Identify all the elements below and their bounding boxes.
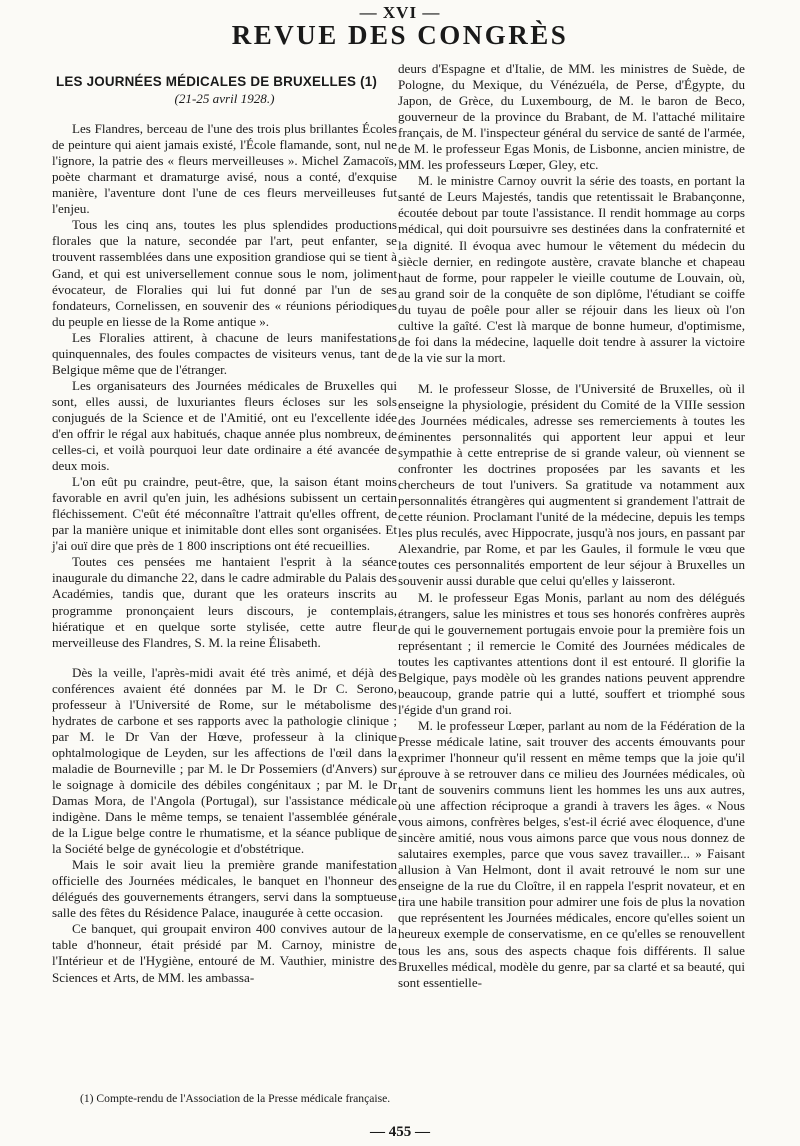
journal-masthead: REVUE DES CONGRÈS (231, 20, 569, 50)
paragraph: deurs d'Espagne et d'Italie, de MM. les ministres de Suède, de Pologne, du Mexique, du Vénézuéla, de Perse, d'Égypte, du Japon, de Grèce, du Luxembourg, de M. le baron de Beco, gouverneur de la province du Brabant, de M. l'attaché militaire français, de M. l'inspecteur général du service de santé de l'armée, de M. le professeur Egas Monis, de Lisbonne, ancien ministre, de MM. les professeurs Lœper, Gley, etc. (398, 61, 745, 173)
paragraph: Ce banquet, qui groupait environ 400 convives autour de la table d'honneur, était présidé par M. Carnoy, ministre de l'Intérieur et de l'Hygiène, entouré de M. Vauthier, ministre des Sciences et Arts, de MM. les ambassa- (52, 921, 397, 985)
paragraph: Les Flandres, berceau de l'une des trois plus brillantes Écoles de peinture qui aient jamais existé, l'École flamande, sont, nul ne l'ignore, la patrie des « fleurs merveilleuses ». Michel Zamacoïs, poète charmant et dramaturge avisé, nous a conté, d'exquise manière, l'aventure dont l'une de ces fleurs merveilleuses fut l'enjeu. (52, 121, 397, 217)
roman-page-number: — XVI — (359, 3, 441, 22)
footnote: (1) Compte-rendu de l'Association de la Presse médicale française. (80, 1092, 391, 1105)
paragraph: Toutes ces pensées me hantaient l'esprit à la séance inaugurale du dimanche 22, dans le cadre admirable du Palais des Académies, tandis que, durant que les orateurs inscrits au programme prononçaient leurs discours, je contemplais, hiératique et en quelque sorte stylisée, cette autre fleur merveilleuse des Flandres, S. M. la reine Élisabeth. (52, 554, 397, 650)
article-title: LES JOURNÉES MÉDICALES DE BRUXELLES (1) (56, 74, 378, 89)
paragraph: M. le professeur Slosse, de l'Université de Bruxelles, où il enseigne la physiologie, président du Comité de la VIIIe session des Journées médicales, adresse ses remerciements à toutes les éminentes personnalités qui apportent leur appui et leur sympathie à cette entreprise de si grande valeur, où viennent se confronter les doctrines proposées par les savants et les chercheurs de tout l'univers. Sa gratitude va notamment aux personnalités étrangères qui augmentent si grandement l'attrait de cette réunion. Proclamant l'unité de la médecine, depuis les temps les plus reculés, avec Hippocrate, jusqu'à nos jours, en passant par Alexandrie, par Rome, et par les Gaules, il formule le vœu que toutes ces personnalités emportent de leur séjour à Bruxelles un souvenir aussi durable que celui qu'elles y laisseront. (398, 380, 745, 589)
paragraph: Mais le soir avait lieu la première grande manifestation officielle des Journées médicales, le banquet en l'honneur des délégués des gouvernements étrangers, servi dans la somptueuse salle des fêtes du Résidence Palace, inaugurée à cette occasion. (52, 857, 397, 921)
paragraph: Dès la veille, l'après-midi avait été très animé, et déjà des conférences avaient été données par M. le Dr C. Serono, professeur à l'Université de Rome, sur le métabolisme des hydrates de carbone et ses rapports avec la pathologie clinique ; par M. le Dr Van der Hœve, professeur à la clinique ophtalmologique de Leyden, sur les affections de l'œil dans la maladie de Bourneville ; par M. le Dr Possemiers (d'Anvers) sur le soignage à domicile des débiles congénitaux ; par M. le Dr Damas Mora, de l'Angola (Portugal), sur l'assistance médicale indigène. Dans le même temps, se tenaient l'assemblée générale de la Ligue belge contre le rhumatisme, et la séance publique de la Société belge de gynécologie et d'obstétrique. (52, 664, 397, 857)
paragraph: L'on eût pu craindre, peut-être, que, la saison étant moins favorable en avril qu'en juin, les adhésions subissent un certain fléchissement. C'eût été méconnaître l'attrait qu'elles offrent, de par la manière unique et inimitable dont elles sont organisées. Et j'ai ouï dire que près de 1 800 inscriptions ont été recueillies. (52, 474, 397, 554)
paragraph: M. le ministre Carnoy ouvrit la série des toasts, en portant la santé de Leurs Majestés, tandis que retentissait le Brabançonne, écoutée debout par toute l'assistance. Il rendit hommage au corps médical, qui doit poursuivre ses destinées dans la confraternité et la dignité. Il évoqua avec humour le vêtement du médecin du siècle dernier, en redingote austère, cravate blanche et chapeau haut de forme, pour rappeler le vieille coutume de Louvain, où, au grand soir de la conquête de son diplôme, l'étudiant se coiffe du tuyau de poêle pour aller se réjouir dans les lieux où l'on cultive la gaîté. C'est là marque de bonne humeur, d'optimisme, de foi dans la médecine, laquelle doit tendre à assurer la victoire de la vie sur la mort. (398, 173, 745, 365)
paragraph: Les organisateurs des Journées médicales de Bruxelles qui sont, elles aussi, de luxuriantes fleurs écloses sur les sols conjugués de la Science et de l'Amitié, ont eu l'excellente idée d'en offrir le régal aux habitués, chaque année plus nombreux, de celles-ci, et voilà pourquoi leur date ordinaire a été avancée de deux mois. (52, 377, 397, 474)
left-column (52, 62, 397, 986)
article-dates: (21-25 avril 1928.) (174, 91, 275, 107)
paragraph: M. le professeur Egas Monis, parlant au nom des délégués étrangers, salue les ministres et tous ses honorés confrères auprès de qui le gouvernement portugais envoie pour la première fois un représentant ; il remercie le Comité des Journées médicales de toutes les captivantes attentions dont il est entouré. Il glorifie la Belgique, pays modèle où les grandes nations peuvent apprendre beaucoup, grande patrie qui a lutté, souffert et triomphé sous l'égide d'un grand roi. (398, 589, 745, 717)
paragraph: M. le professeur Lœper, parlant au nom de la Fédération de la Presse médicale latine, sait trouver des accents émouvants pour exprimer l'honneur qu'il ressent en même temps que la joie qu'il éprouve à se retrouver dans ce milieu des Journées médicales, où tant de souvenirs communs lient les hommes les uns aux autres, où une affection réciproque a grandi à travers les âges. « Nous vous aimons, confrères belges, s'est-il écrié avec éloquence, d'une sincère amitié, nous vous aimons parce que vous nous donnez de salutaires exemples, parce que vous savez travailler... » Faisant allusion à Van Helmont, dont il avait retrouvé le nom sur une enseigne de la rue du Cloître, il en rappela l'esprit novateur, et en tira une habile transition pour admirer une fois de plus la novation que représentent les Journées médicales, encore qu'elles soient un heureux exemple de conservatisme, en ce qu'elles se renouvellent tous les ans, sous des aspects chaque fois différents. Il salue Bruxelles médical, modèle du genre, par sa clarté et sa beauté, qui sont essentielle- (398, 717, 745, 990)
page-number: — 455 — (370, 1124, 430, 1140)
paragraph: Les Floralies attirent, à chacune de leurs manifestations quinquennales, des foules compactes de visiteurs venus, tant de Belgique même que de l'étranger. (52, 329, 397, 377)
right-column (398, 61, 745, 991)
paragraph: Tous les cinq ans, toutes les plus splendides productions florales que la nature, secondée par l'art, peut enfanter, se trouvent rassemblées dans une exposition grandiose qui se tient à Gand, et qui est universellement connue sous le nom, joliment évocateur, de Floralies qui lui fut donné par l'un de ses fondateurs, Cornelissen, en souvenir des « réunions périodiques du peuple en liesse de la Rome antique ». (52, 217, 397, 329)
